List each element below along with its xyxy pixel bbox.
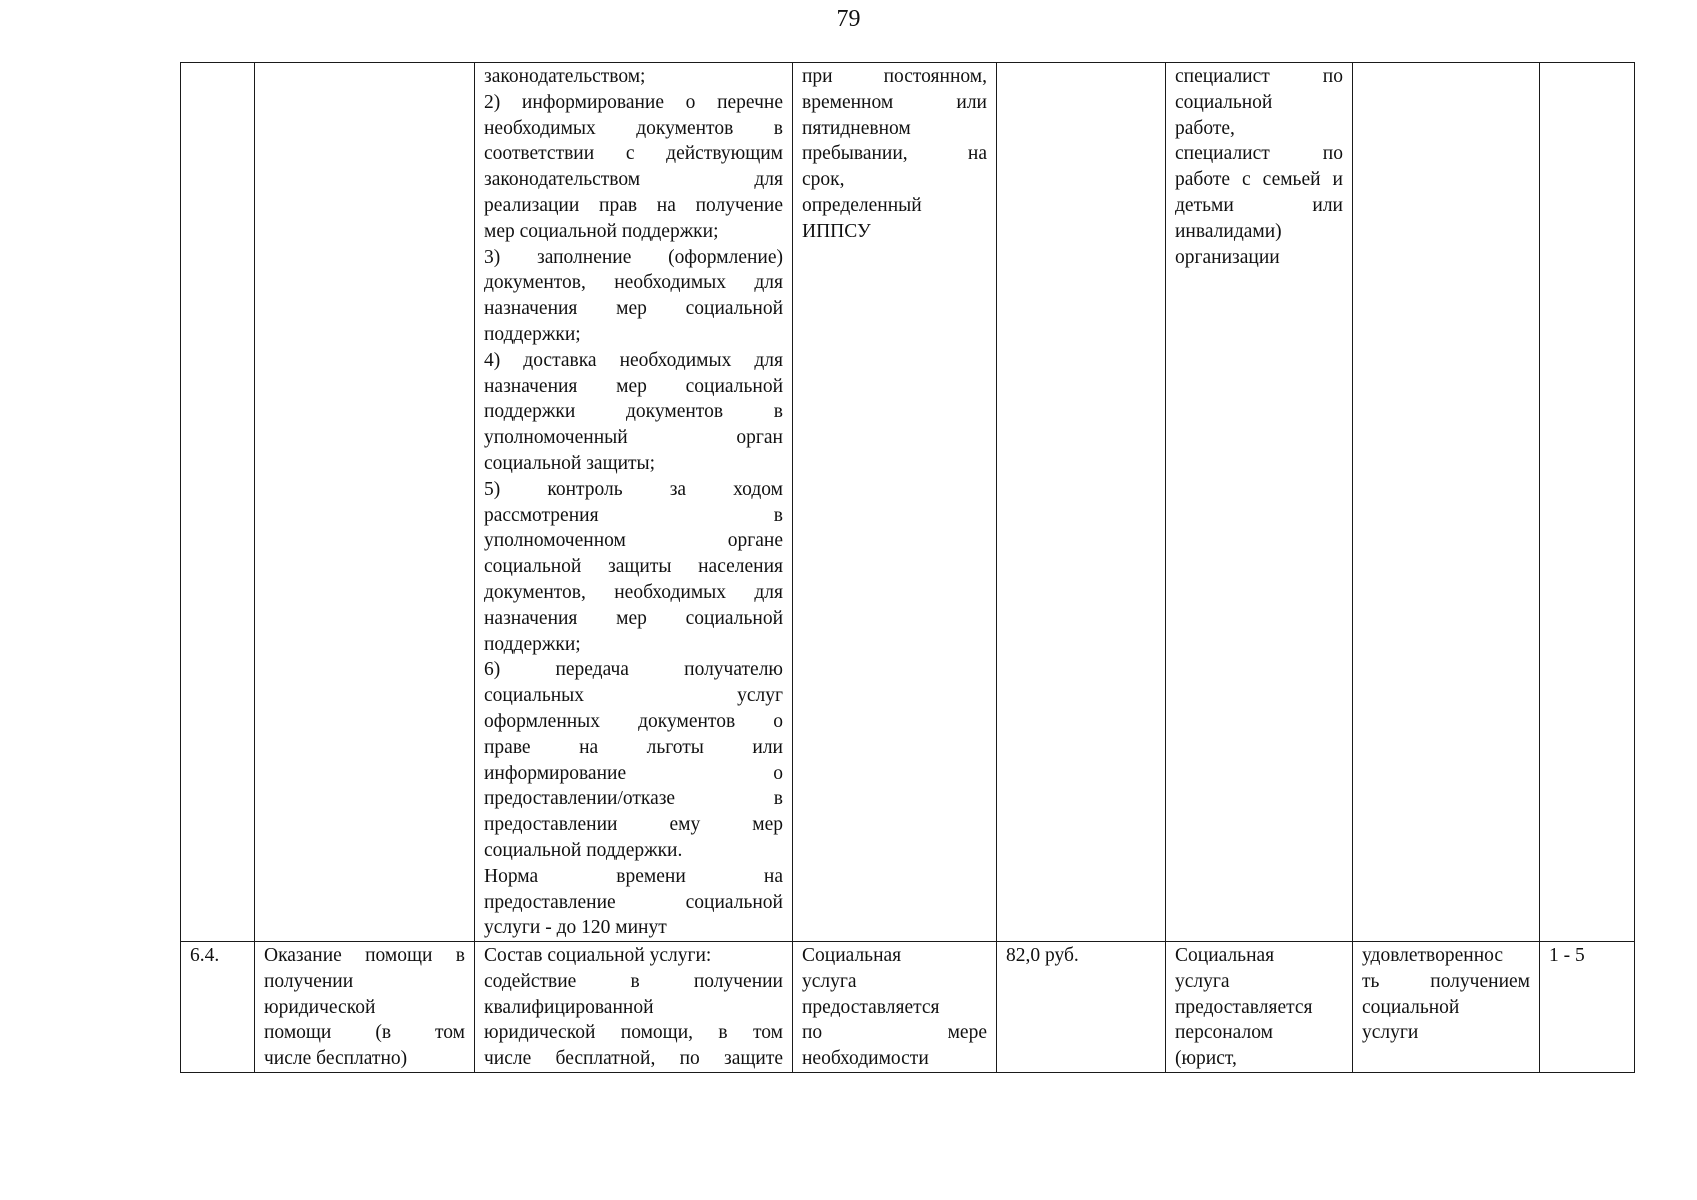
- text-line: Норма времени на: [484, 865, 783, 887]
- social-services-table: [180, 62, 1635, 1073]
- text-line: законодательством для: [484, 169, 783, 191]
- text-line: законодательством;: [484, 66, 646, 87]
- text-line: (юрист,: [1175, 1048, 1237, 1070]
- text-line: работе с семьей и: [1175, 169, 1343, 191]
- text-line: предоставлении ему мер: [484, 814, 783, 836]
- text-line: определенный: [802, 194, 922, 216]
- text-line: содействие в получении: [484, 970, 783, 992]
- text-line: юридической: [264, 996, 376, 1018]
- cell-service-name: [255, 942, 475, 1073]
- text-line: детьми или: [1175, 194, 1343, 216]
- text-line: поддержки;: [484, 323, 581, 345]
- text-line: удовлетвореннос: [1362, 945, 1504, 967]
- text-line: временном или: [802, 91, 987, 113]
- text-line: социальной: [1362, 996, 1460, 1018]
- text-line: предоставление социальной: [484, 891, 783, 913]
- text-line: числе бесплатно): [264, 1048, 408, 1070]
- cell-service-name: [255, 63, 475, 942]
- cell-indicator: [1353, 942, 1540, 1073]
- text-line: предоставляется: [802, 996, 940, 1018]
- text-line: услуги - до 120 минут: [484, 917, 667, 939]
- text-line: 6) передача получателю: [484, 659, 783, 681]
- cell-tariff: 82,0 руб.: [997, 942, 1166, 1073]
- text-line: рассмотрения в: [484, 504, 783, 526]
- cell-provider: [1166, 63, 1353, 942]
- table-row-continuation: [181, 63, 1635, 942]
- text-line: юридической помощи, в том: [484, 1022, 783, 1044]
- text-line: организации: [1175, 246, 1280, 268]
- text-line: социальной: [1175, 91, 1273, 113]
- text-line: назначения мер социальной: [484, 607, 783, 629]
- text-line: документов, необходимых для: [484, 272, 783, 294]
- text-line: ИППСУ: [802, 220, 871, 242]
- text-line: праве на льготы или: [484, 736, 783, 758]
- text-line: помощи (в том: [264, 1022, 465, 1044]
- text-line: Социальная: [802, 945, 902, 967]
- text-line: услуга: [1175, 970, 1230, 992]
- text-line: оформленных документов о: [484, 710, 783, 732]
- text-line: ть получением: [1362, 970, 1530, 992]
- text-line: инвалидами): [1175, 220, 1282, 242]
- text-line: получении: [264, 970, 354, 992]
- text-line: документов, необходимых для: [484, 581, 783, 603]
- text-line: поддержки документов в: [484, 401, 783, 423]
- cell-rating: 1 - 5: [1540, 942, 1635, 1073]
- table-row-6-4: [181, 942, 1635, 1073]
- cell-terms: [793, 942, 997, 1073]
- text-line: необходимых документов в: [484, 117, 783, 139]
- text-line: по мере: [802, 1022, 987, 1044]
- cell-indicator: [1353, 63, 1540, 942]
- text-line: 4) доставка необходимых для: [484, 349, 783, 371]
- text-line: услуги: [1362, 1022, 1419, 1044]
- cell-provider: [1166, 942, 1353, 1073]
- text-line: назначения мер социальной: [484, 298, 783, 320]
- text-line: мер социальной поддержки;: [484, 220, 719, 242]
- cell-tariff: [997, 63, 1166, 942]
- text-line: предоставлении/отказе в: [484, 788, 783, 810]
- cell-number: [181, 63, 255, 942]
- text-line: реализации прав на получение: [484, 194, 783, 216]
- text-line: срок,: [802, 169, 845, 191]
- text-line: уполномоченном органе: [484, 530, 783, 552]
- text-line: Состав социальной услуги:: [484, 945, 712, 967]
- cell-composition: [475, 63, 793, 942]
- text-line: при постоянном,: [802, 66, 987, 87]
- text-line: уполномоченный орган: [484, 427, 783, 449]
- text-line: 3) заполнение (оформление): [484, 246, 783, 268]
- cell-terms: [793, 63, 997, 942]
- text-line: поддержки;: [484, 633, 581, 655]
- text-line: соответствии с действующим: [484, 143, 783, 165]
- text-line: необходимости: [802, 1048, 929, 1070]
- text-line: назначения мер социальной: [484, 375, 783, 397]
- text-line: работе,: [1175, 117, 1235, 139]
- text-line: социальных услуг: [484, 685, 783, 707]
- text-line: квалифицированной: [484, 996, 654, 1018]
- text-line: специалист по: [1175, 66, 1343, 87]
- text-line: числе бесплатной, по защите: [484, 1048, 783, 1070]
- text-line: социальной защиты;: [484, 452, 656, 474]
- text-line: 5) контроль за ходом: [484, 478, 783, 500]
- text-line: персоналом: [1175, 1022, 1273, 1044]
- text-line: Оказание помощи в: [264, 945, 465, 967]
- text-line: информирование о: [484, 762, 783, 784]
- text-line: 2) информирование о перечне: [484, 91, 783, 113]
- text-line: пятидневном: [802, 117, 911, 139]
- text-line: социальной поддержки.: [484, 839, 683, 861]
- text-line: предоставляется: [1175, 996, 1313, 1018]
- cell-composition: [475, 942, 793, 1073]
- text-line: Социальная: [1175, 945, 1275, 967]
- text-line: пребывании, на: [802, 143, 987, 165]
- page-number: 79: [836, 6, 861, 32]
- text-line: специалист по: [1175, 143, 1343, 165]
- text-line: услуга: [802, 970, 857, 992]
- text-line: социальной защиты населения: [484, 556, 783, 578]
- cell-number: 6.4.: [181, 942, 255, 1073]
- cell-rating: [1540, 63, 1635, 942]
